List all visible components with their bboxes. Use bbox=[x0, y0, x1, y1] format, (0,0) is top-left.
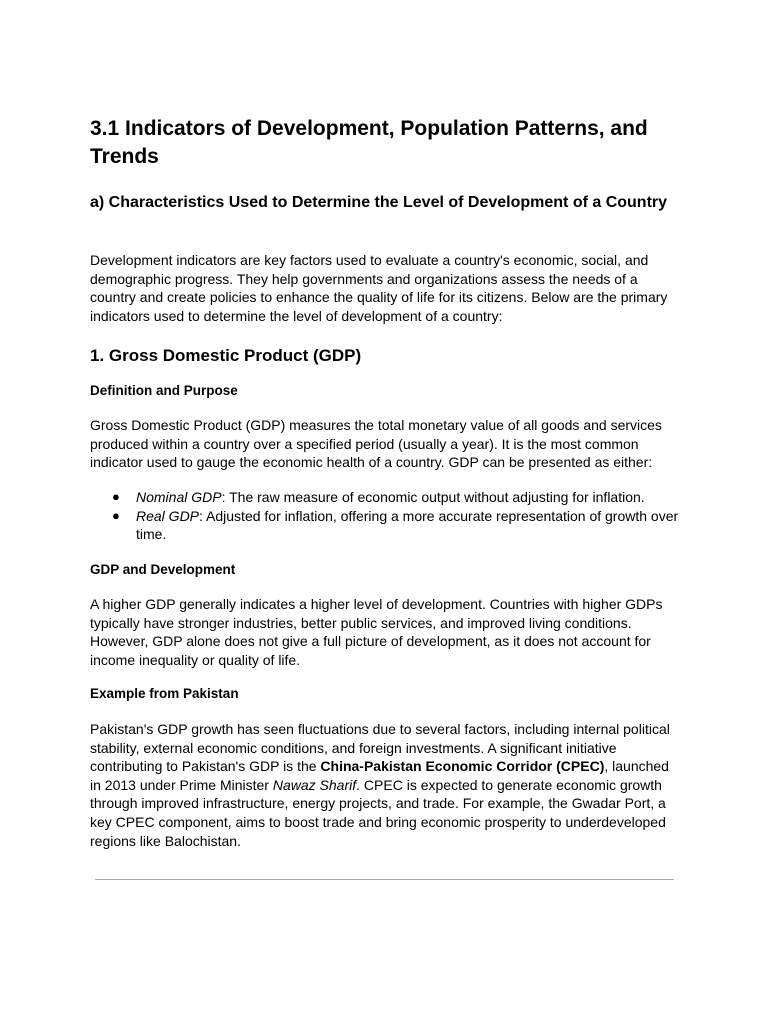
gdp-development-paragraph: A higher GDP generally indicates a higher level of development. Countries with higher GDPs typically have stronger industries, better public services, and improved living conditions. However, GDP alone does not give a full picture of development, as it does not account for income inequality or quality of life. bbox=[90, 596, 663, 668]
list-item bbox=[90, 488, 680, 507]
list-item bbox=[90, 507, 680, 544]
gdp-types-list bbox=[90, 488, 680, 544]
list-item-text: : Adjusted for inflation, offering a more accurate representation of growth over time. bbox=[136, 507, 679, 543]
cpec-term: China-Pakistan Economic Corridor (CPEC) bbox=[320, 758, 605, 775]
list-item-text: : The raw measure of economic output without adjusting for inflation. bbox=[221, 489, 645, 505]
example-text-part-3: . CPEC is expected to generate economic growth through improved infrastructure, energy projects, and trade. For example, the Gwadar Port, a key CPEC component, aims to boost trade and bring economic prosperity to underdeveloped regions like Balochistan. bbox=[90, 776, 666, 849]
horizontal-divider bbox=[95, 879, 674, 880]
bullet-icon: ● bbox=[112, 507, 120, 523]
definition-heading: Definition and Purpose bbox=[90, 383, 238, 398]
definition-paragraph: Gross Domestic Product (GDP) measures the total monetary value of all goods and services produced within a country over a specified period (usually a year). It is the most common indicator used to gauge the economic health of a country. GDP can be presented as either: bbox=[90, 417, 662, 471]
intro-paragraph: Development indicators are key factors used to evaluate a country's economic, social, and demographic progress. They help governments and organizations assess the needs of a country and create policies to enhance the quality of life for its citizens. Below are the primary indicators used to determine the level of development of a country: bbox=[90, 252, 668, 324]
example-heading: Example from Pakistan bbox=[90, 686, 239, 701]
example-text-part-1: Pakistan's GDP growth has seen fluctuations due to several factors, including internal political stability, external economic conditions, and foreign investments. A significant initiative contributing to Pakistan's GDP is the bbox=[90, 721, 670, 775]
section-subtitle: a) Characteristics Used to Determine the Level of Development of a Country bbox=[90, 194, 668, 211]
example-text-part-2: , launched in 2013 under Prime Minister bbox=[90, 758, 669, 793]
bullet-icon: ● bbox=[112, 489, 120, 504]
example-paragraph bbox=[90, 720, 680, 850]
page-title: 3.1 Indicators of Development, Population Patterns, and Trends bbox=[90, 117, 648, 168]
gdp-development-heading: GDP and Development bbox=[90, 562, 236, 577]
gdp-heading: 1. Gross Domestic Product (GDP) bbox=[90, 346, 362, 365]
prime-minister-name: Nawaz Sharif bbox=[272, 776, 357, 793]
list-item-term: Real GDP bbox=[136, 507, 200, 524]
list-item-term: Nominal GDP bbox=[136, 489, 222, 505]
